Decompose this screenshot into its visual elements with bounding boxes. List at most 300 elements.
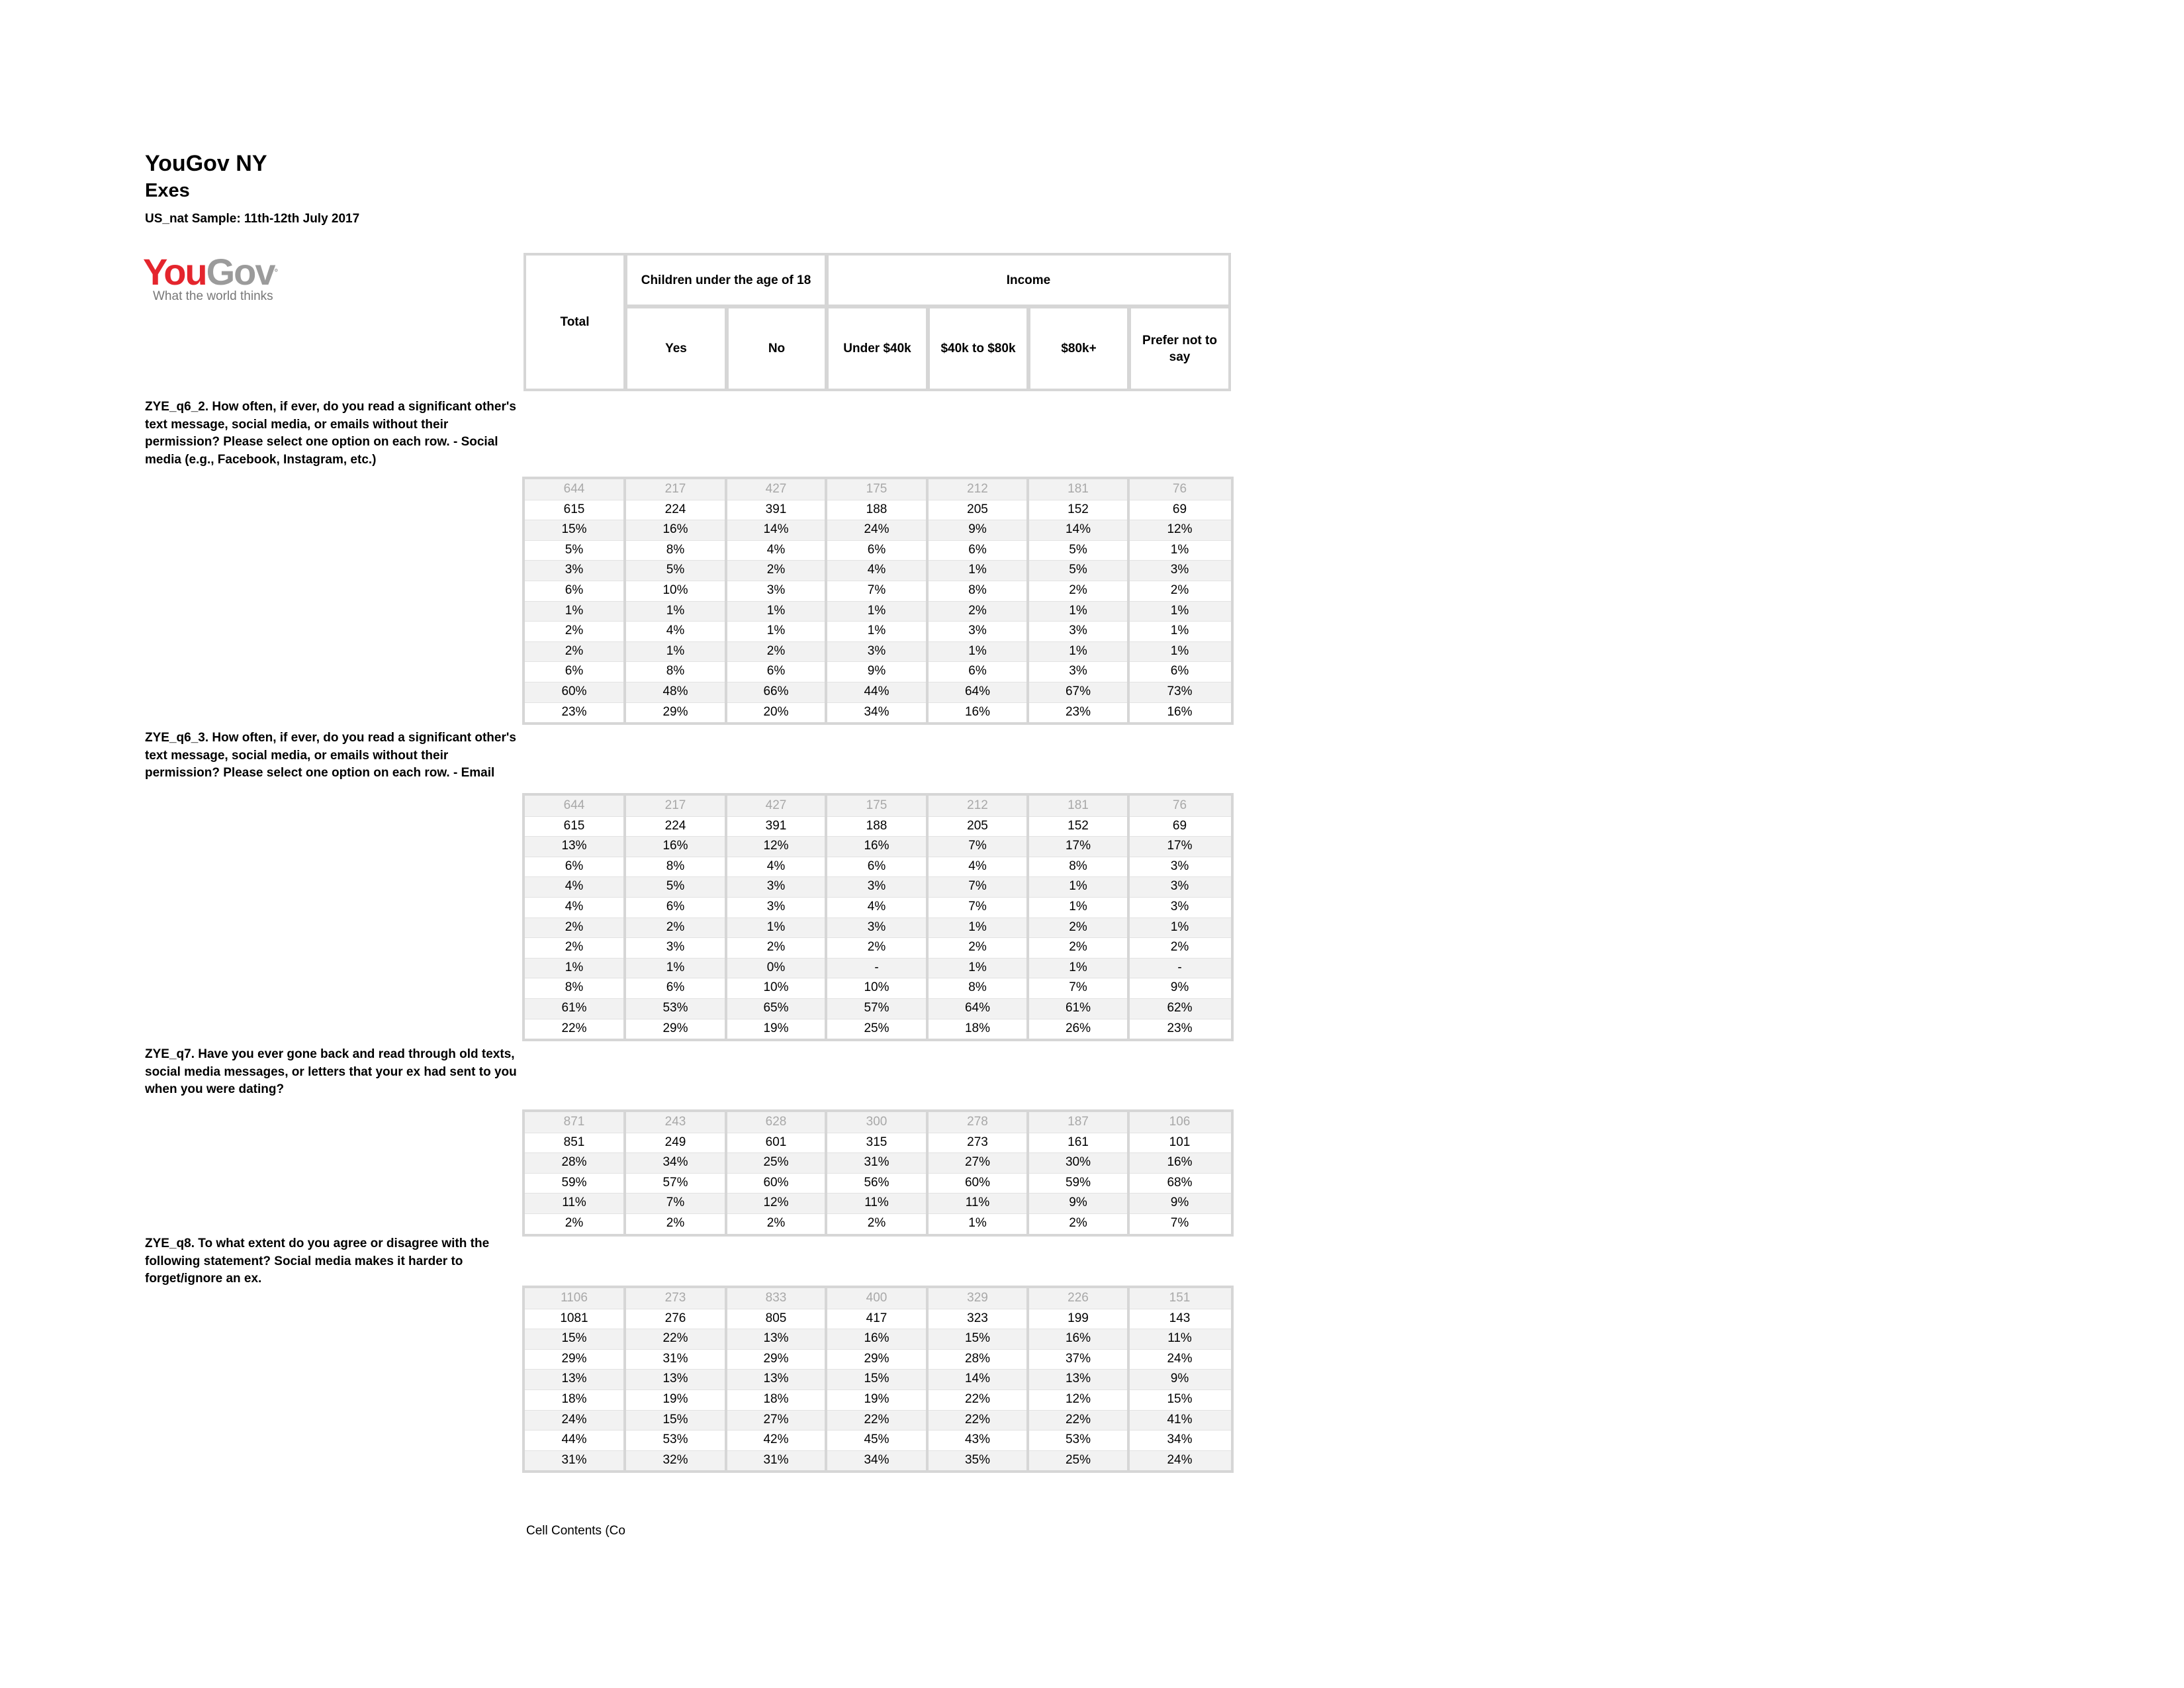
- table-cell: 427: [726, 479, 826, 500]
- table-cell: 14%: [1028, 520, 1128, 540]
- table-cell: 1%: [726, 601, 826, 622]
- table-cell: 68%: [1167, 1175, 1193, 1190]
- table-cell: 106: [1128, 1112, 1231, 1133]
- table-cell: 18%: [964, 1021, 991, 1035]
- table-cell: 34%: [1167, 1432, 1193, 1447]
- table-cell: 35%: [927, 1450, 1028, 1471]
- table-cell: 1%: [523, 601, 625, 622]
- table-cell: 24%: [1167, 1351, 1193, 1366]
- table-cell: 31%: [726, 1450, 826, 1471]
- table-cell: 27%: [726, 1410, 826, 1430]
- table-cell: 5%: [625, 876, 726, 897]
- table-cell: 3%: [726, 876, 826, 897]
- row-divider: [523, 1450, 1231, 1451]
- table-cell: 2%: [1170, 583, 1189, 597]
- table-cell: 19%: [662, 1392, 688, 1406]
- table-cell: 76: [1128, 479, 1231, 500]
- table-cell: 11%: [826, 1193, 927, 1213]
- table-cell: 205: [967, 818, 988, 833]
- table-cell: 15%: [523, 1329, 625, 1349]
- table-cell: 8%: [666, 542, 685, 557]
- table-cell: 6%: [565, 664, 584, 679]
- col-header-total: Total: [523, 253, 626, 391]
- table-cell: 16%: [964, 704, 991, 719]
- table-cell: 1%: [1028, 876, 1128, 897]
- table-cell: 18%: [763, 1392, 789, 1406]
- table-cell: 15%: [523, 520, 625, 540]
- table-cell: 427: [726, 796, 826, 816]
- table-cell: 2%: [565, 1216, 584, 1230]
- table-cell: 2%: [726, 560, 826, 581]
- column-divider: [926, 477, 929, 725]
- logo-you: You: [143, 251, 206, 293]
- table-row: [0, 500, 1228, 520]
- table-cell: 56%: [864, 1175, 889, 1190]
- table-row: [0, 796, 1228, 816]
- row-divider: [523, 1173, 1231, 1174]
- table-cell: 224: [664, 818, 686, 833]
- table-cell: 1%: [968, 1216, 987, 1230]
- row-divider: [523, 937, 1231, 938]
- table-row: [0, 1288, 1228, 1309]
- table-cell: 45%: [864, 1432, 889, 1447]
- table-cell: 42%: [763, 1432, 789, 1447]
- table-cell: 27%: [927, 1152, 1028, 1173]
- table-cell: 16%: [625, 520, 726, 540]
- row-divider: [523, 897, 1231, 898]
- table-cell: 1%: [1128, 601, 1231, 622]
- table-cell: 28%: [523, 1152, 625, 1173]
- table-cell: 12%: [1065, 1392, 1091, 1406]
- table-cell: 76: [1128, 796, 1231, 816]
- table-row: [0, 1389, 1228, 1410]
- sample-info: US_nat Sample: 11th-12th July 2017: [145, 212, 360, 226]
- table-row: [0, 897, 1228, 917]
- table-cell: 1%: [927, 958, 1028, 978]
- table-cell: 9%: [927, 520, 1028, 540]
- table-cell: 8%: [565, 980, 584, 995]
- row-divider: [523, 601, 1231, 602]
- table-cell: 25%: [864, 1021, 889, 1035]
- table-cell: 2%: [867, 1216, 886, 1230]
- table-cell: 2%: [1069, 940, 1087, 955]
- table-cell: 29%: [763, 1351, 789, 1366]
- table-cell: 11%: [1128, 1329, 1231, 1349]
- table-cell: 199: [1068, 1311, 1089, 1325]
- table-cell: 212: [927, 479, 1028, 500]
- table-row: [0, 1450, 1228, 1471]
- table-cell: 4%: [766, 859, 786, 873]
- table-row: [0, 702, 1228, 723]
- row-divider: [523, 702, 1231, 703]
- table-cell: 16%: [1128, 1152, 1231, 1173]
- column-divider: [825, 1286, 827, 1473]
- table-cell: 181: [1028, 796, 1128, 816]
- table-row: [0, 917, 1228, 938]
- table-cell: 12%: [1128, 520, 1231, 540]
- table-cell: 9%: [1128, 1369, 1231, 1389]
- table-cell: 12%: [726, 1193, 826, 1213]
- table-cell: 3%: [826, 641, 927, 662]
- table-cell: 53%: [662, 1432, 688, 1447]
- table-cell: 19%: [864, 1392, 889, 1406]
- table-cell: 249: [664, 1135, 686, 1149]
- table-cell: 615: [563, 818, 585, 833]
- table-cell: 15%: [625, 1410, 726, 1430]
- table-cell: 4%: [826, 560, 927, 581]
- table-cell: 31%: [662, 1351, 688, 1366]
- table-cell: 6%: [565, 583, 584, 597]
- table-cell: 34%: [826, 1450, 927, 1471]
- table-cell: 15%: [826, 1369, 927, 1389]
- row-divider: [523, 1349, 1231, 1350]
- table-cell: 16%: [826, 1329, 927, 1349]
- table-cell: 1%: [625, 958, 726, 978]
- row-divider: [523, 998, 1231, 999]
- table-cell: 3%: [666, 940, 685, 955]
- table-cell: 11%: [523, 1193, 625, 1213]
- table-cell: 871: [523, 1112, 625, 1133]
- table-row: [0, 520, 1228, 540]
- table-cell: 29%: [561, 1351, 587, 1366]
- table-cell: 61%: [523, 998, 625, 1019]
- column-divider: [926, 1286, 929, 1473]
- row-divider: [523, 958, 1231, 959]
- table-cell: 16%: [1028, 1329, 1128, 1349]
- column-divider: [1127, 1109, 1130, 1237]
- table-cell: 851: [563, 1135, 585, 1149]
- table-cell: 1%: [1128, 641, 1231, 662]
- question-text: ZYE_q6_3. How often, if ever, do you read a significant other's text message, social media, or emails without their permission? Please select one option on each row. - Email: [145, 731, 516, 780]
- table-cell: 3%: [1170, 900, 1189, 914]
- table-cell: 16%: [826, 836, 927, 857]
- table-cell: 44%: [561, 1432, 587, 1447]
- table-cell: 23%: [1167, 1021, 1193, 1035]
- table-cell: 391: [765, 502, 787, 516]
- table-cell: 2%: [1028, 917, 1128, 938]
- column-divider: [725, 1286, 727, 1473]
- table-cell: 243: [625, 1112, 726, 1133]
- table-cell: 69: [1172, 502, 1187, 516]
- table-cell: 101: [1169, 1135, 1191, 1149]
- col-header-no: No: [726, 306, 827, 391]
- table-cell: 44%: [826, 682, 927, 702]
- table-cell: 628: [726, 1112, 826, 1133]
- table-cell: 391: [765, 818, 787, 833]
- table-row: [0, 857, 1228, 877]
- table-cell: 224: [664, 502, 686, 516]
- table-cell: 4%: [867, 900, 886, 914]
- table-cell: 10%: [864, 980, 889, 995]
- table-cell: 29%: [864, 1351, 889, 1366]
- table-cell: 175: [826, 796, 927, 816]
- table-cell: 17%: [1028, 836, 1128, 857]
- row-divider: [523, 621, 1231, 622]
- table-cell: 2%: [565, 940, 584, 955]
- table-cell: 1%: [1069, 900, 1087, 914]
- table-row: [0, 836, 1228, 857]
- table-cell: 188: [866, 818, 887, 833]
- table-cell: 16%: [1167, 704, 1193, 719]
- table-cell: 1%: [1128, 917, 1231, 938]
- table-cell: 13%: [726, 1369, 826, 1389]
- table-row: [0, 1369, 1228, 1389]
- table-cell: 34%: [864, 704, 889, 719]
- table-cell: 10%: [662, 583, 688, 597]
- col-header-prefer-not: Prefer not to say: [1128, 306, 1231, 391]
- table-cell: 32%: [625, 1450, 726, 1471]
- table-cell: 7%: [968, 900, 987, 914]
- table-cell: 1106: [523, 1288, 625, 1309]
- table-cell: 417: [866, 1311, 887, 1325]
- table-cell: 1%: [625, 601, 726, 622]
- question-text: ZYE_q8. To what extent do you agree or disagree with the following statement? Social media makes it harder to forget/ignore an ex.: [145, 1237, 490, 1286]
- table-cell: 4%: [968, 859, 987, 873]
- table-cell: 5%: [1028, 560, 1128, 581]
- table-row: [0, 479, 1228, 500]
- table-cell: 22%: [561, 1021, 587, 1035]
- table-cell: 2%: [867, 940, 886, 955]
- table-cell: 2%: [726, 641, 826, 662]
- row-divider: [523, 540, 1231, 541]
- table-cell: 3%: [1128, 560, 1231, 581]
- table-cell: 2%: [1069, 583, 1087, 597]
- table-cell: 25%: [726, 1152, 826, 1173]
- table-cell: 1%: [1028, 601, 1128, 622]
- table-cell: 6%: [666, 980, 685, 995]
- table-cell: 1%: [726, 917, 826, 938]
- table-cell: 15%: [1167, 1392, 1193, 1406]
- column-divider: [1026, 1109, 1029, 1237]
- table-cell: 9%: [1028, 1193, 1128, 1213]
- table-cell: 6%: [666, 900, 685, 914]
- table-cell: 16%: [625, 836, 726, 857]
- table-cell: 53%: [1065, 1432, 1091, 1447]
- table-cell: 175: [826, 479, 927, 500]
- table-cell: 644: [523, 796, 625, 816]
- table-cell: 315: [866, 1135, 887, 1149]
- table-cell: 276: [664, 1311, 686, 1325]
- table-row: [0, 1410, 1228, 1430]
- table-cell: 3%: [968, 624, 987, 638]
- row-divider: [523, 641, 1231, 642]
- table-cell: 3%: [1128, 876, 1231, 897]
- table-cell: 3%: [1069, 624, 1087, 638]
- table-cell: 615: [563, 502, 585, 516]
- row-divider: [523, 816, 1231, 817]
- table-cell: 1%: [867, 624, 886, 638]
- table-cell: 4%: [666, 624, 685, 638]
- table-cell: 152: [1068, 502, 1089, 516]
- table-cell: 8%: [968, 980, 987, 995]
- table-cell: 6%: [766, 664, 786, 679]
- table-cell: 24%: [826, 520, 927, 540]
- table-cell: 6%: [867, 859, 886, 873]
- table-cell: 19%: [763, 1021, 789, 1035]
- table-cell: 31%: [523, 1450, 625, 1471]
- table-cell: 28%: [964, 1351, 991, 1366]
- table-cell: -: [826, 958, 927, 978]
- column-divider: [1127, 793, 1130, 1041]
- table-row: [0, 1213, 1228, 1234]
- table-cell: 60%: [964, 1175, 991, 1190]
- table-row: [0, 1329, 1228, 1349]
- table-cell: 226: [1028, 1288, 1128, 1309]
- report-subtitle: Exes: [145, 180, 190, 201]
- col-header-under-40k: Under $40k: [826, 306, 929, 391]
- table-cell: 8%: [968, 583, 987, 597]
- yougov-logo: YouGov° What the world thinks: [143, 254, 315, 306]
- col-header-80k-plus: $80k+: [1028, 306, 1130, 391]
- table-cell: 2%: [766, 1216, 786, 1230]
- table-cell: 17%: [1128, 836, 1231, 857]
- table-cell: 1081: [560, 1311, 588, 1325]
- table-cell: 31%: [826, 1152, 927, 1173]
- table-cell: 29%: [662, 704, 688, 719]
- table-cell: 12%: [726, 836, 826, 857]
- table-cell: 22%: [625, 1329, 726, 1349]
- table-cell: 833: [726, 1288, 826, 1309]
- table-cell: 273: [967, 1135, 988, 1149]
- table-cell: 6%: [968, 664, 987, 679]
- table-cell: 60%: [763, 1175, 789, 1190]
- table-cell: 13%: [625, 1369, 726, 1389]
- table-cell: 6%: [968, 542, 987, 557]
- row-divider: [523, 876, 1231, 877]
- table-cell: 34%: [625, 1152, 726, 1173]
- table-cell: 8%: [1069, 859, 1087, 873]
- table-cell: 1%: [1170, 542, 1189, 557]
- table-row: [0, 958, 1228, 978]
- table-cell: 2%: [523, 917, 625, 938]
- table-cell: 3%: [1069, 664, 1087, 679]
- table-cell: 69: [1172, 818, 1187, 833]
- table-cell: 67%: [1028, 682, 1128, 702]
- col-header-yes: Yes: [625, 306, 727, 391]
- table-cell: 59%: [1065, 1175, 1091, 1190]
- row-divider: [523, 917, 1231, 918]
- column-divider: [825, 793, 827, 1041]
- table-cell: 300: [826, 1112, 927, 1133]
- table-row: [0, 1019, 1228, 1039]
- row-divider: [523, 1152, 1231, 1153]
- column-divider: [825, 1109, 827, 1237]
- table-cell: 18%: [561, 1392, 587, 1406]
- column-divider: [825, 477, 827, 725]
- table-cell: 152: [1068, 818, 1089, 833]
- row-divider: [523, 560, 1231, 561]
- table-row: [0, 581, 1228, 601]
- table-row: [0, 1152, 1228, 1173]
- table-row: [0, 560, 1228, 581]
- table-cell: 64%: [927, 682, 1028, 702]
- table-row: [0, 1193, 1228, 1213]
- col-group-children: Children under the age of 18: [625, 253, 827, 307]
- col-group-income: Income: [826, 253, 1231, 307]
- table-cell: 48%: [625, 682, 726, 702]
- table-cell: 7%: [927, 836, 1028, 857]
- table-cell: 2%: [625, 917, 726, 938]
- table-cell: 53%: [625, 998, 726, 1019]
- table-cell: 205: [967, 502, 988, 516]
- table-cell: 25%: [1028, 1450, 1128, 1471]
- table-cell: 4%: [523, 876, 625, 897]
- table-cell: 644: [523, 479, 625, 500]
- column-divider: [623, 477, 626, 725]
- table-cell: 2%: [666, 1216, 685, 1230]
- table-cell: 1%: [1170, 624, 1189, 638]
- table-cell: 6%: [565, 859, 584, 873]
- table-cell: 5%: [625, 560, 726, 581]
- column-divider: [1026, 793, 1029, 1041]
- table-cell: 2%: [766, 940, 786, 955]
- table-cell: 22%: [964, 1392, 991, 1406]
- table-row: [0, 1133, 1228, 1153]
- table-row: [0, 876, 1228, 897]
- table-row: [0, 682, 1228, 702]
- logo-tagline: What the world thinks: [153, 289, 273, 303]
- column-divider: [926, 793, 929, 1041]
- table-cell: 6%: [867, 542, 886, 557]
- table-cell: 188: [866, 502, 887, 516]
- table-cell: 3%: [766, 583, 786, 597]
- table-cell: 4%: [766, 542, 786, 557]
- table-cell: 181: [1028, 479, 1128, 500]
- table-cell: 3%: [826, 917, 927, 938]
- table-cell: 1%: [927, 641, 1028, 662]
- table-cell: 14%: [726, 520, 826, 540]
- table-cell: 2%: [927, 601, 1028, 622]
- column-divider: [1127, 1286, 1130, 1473]
- table-cell: 2%: [1069, 1216, 1087, 1230]
- question-text: ZYE_q7. Have you ever gone back and read through old texts, social media messages, or letters that your ex had sent to you when you were dating?: [145, 1047, 517, 1096]
- table-cell: 278: [927, 1112, 1028, 1133]
- table-cell: 26%: [1065, 1021, 1091, 1035]
- table-cell: 29%: [662, 1021, 688, 1035]
- column-divider: [725, 793, 727, 1041]
- table-cell: 8%: [666, 859, 685, 873]
- table-cell: 7%: [1170, 1216, 1189, 1230]
- table-cell: 37%: [1065, 1351, 1091, 1366]
- table-cell: 7%: [1069, 980, 1087, 995]
- table-cell: 13%: [1028, 1369, 1128, 1389]
- table-cell: 329: [927, 1288, 1028, 1309]
- table-cell: 9%: [1170, 980, 1189, 995]
- table-cell: 161: [1068, 1135, 1089, 1149]
- report-title: YouGov NY: [145, 151, 267, 176]
- table-cell: 13%: [523, 1369, 625, 1389]
- table-row: [0, 1349, 1228, 1370]
- col-header-40k-80k: $40k to $80k: [927, 306, 1029, 391]
- table-cell: 3%: [1170, 859, 1189, 873]
- table-row: [0, 621, 1228, 641]
- table-cell: 22%: [927, 1410, 1028, 1430]
- table-cell: 2%: [968, 940, 987, 955]
- column-divider: [623, 1109, 626, 1237]
- table-cell: 22%: [826, 1410, 927, 1430]
- table-cell: 57%: [826, 998, 927, 1019]
- table-cell: 7%: [867, 583, 886, 597]
- table-cell: 217: [625, 479, 726, 500]
- table-cell: 41%: [1128, 1410, 1231, 1430]
- table-cell: 65%: [726, 998, 826, 1019]
- table-cell: 5%: [565, 542, 584, 557]
- question-text: ZYE_q6_2. How often, if ever, do you read a significant other's text message, social media, or emails without their permission? Please select one option on each row. - Social media (e.g., Facebook, Instagram, etc.): [145, 400, 516, 467]
- logo-gov: Gov: [206, 251, 275, 293]
- table-cell: 23%: [1065, 704, 1091, 719]
- table-cell: 400: [826, 1288, 927, 1309]
- table-cell: 217: [625, 796, 726, 816]
